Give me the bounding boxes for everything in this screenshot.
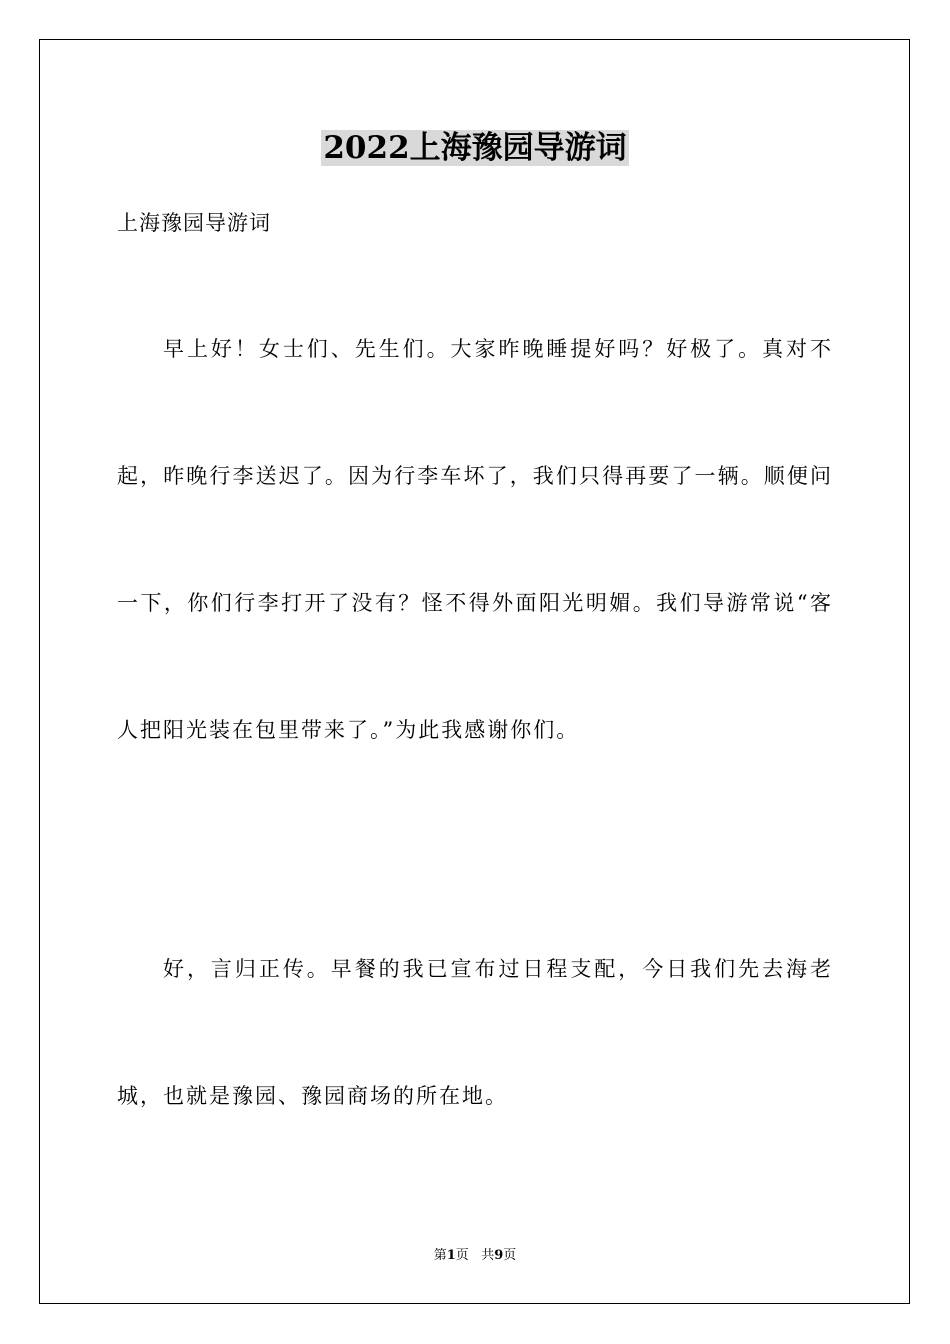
footer-total-prefix: 共 <box>481 1248 495 1263</box>
footer-page-current: 1 <box>446 1248 456 1263</box>
document-title <box>0 127 950 169</box>
footer-page-suffix: 页 <box>455 1248 469 1263</box>
paragraph-greeting: 早上好！女士们、先生们。大家昨晚睡提好吗？好极了。真对不起，昨晚行李送迟了。因为行李车坏了，我们只得再要了一辆。顺便问一下，你们行李打开了没有？怪不得外面阳光明媚。我们导游常说“客人把阳光装在包里带来了。”为此我感谢你们。 <box>117 337 833 742</box>
document-subtitle: 上海豫园导游词 <box>117 211 271 235</box>
paragraph-itinerary: 好，言归正传。早餐的我已宣布过日程支配，今日我们先去海老城，也就是豫园、豫园商场的所在地。 <box>117 957 833 1108</box>
footer-total-suffix: 页 <box>503 1248 517 1263</box>
footer-page-prefix: 第 <box>433 1248 447 1263</box>
footer-page-total: 9 <box>494 1248 504 1263</box>
page-footer <box>0 1247 950 1265</box>
document-title-text: 2022上海豫园导游词 <box>323 130 627 166</box>
